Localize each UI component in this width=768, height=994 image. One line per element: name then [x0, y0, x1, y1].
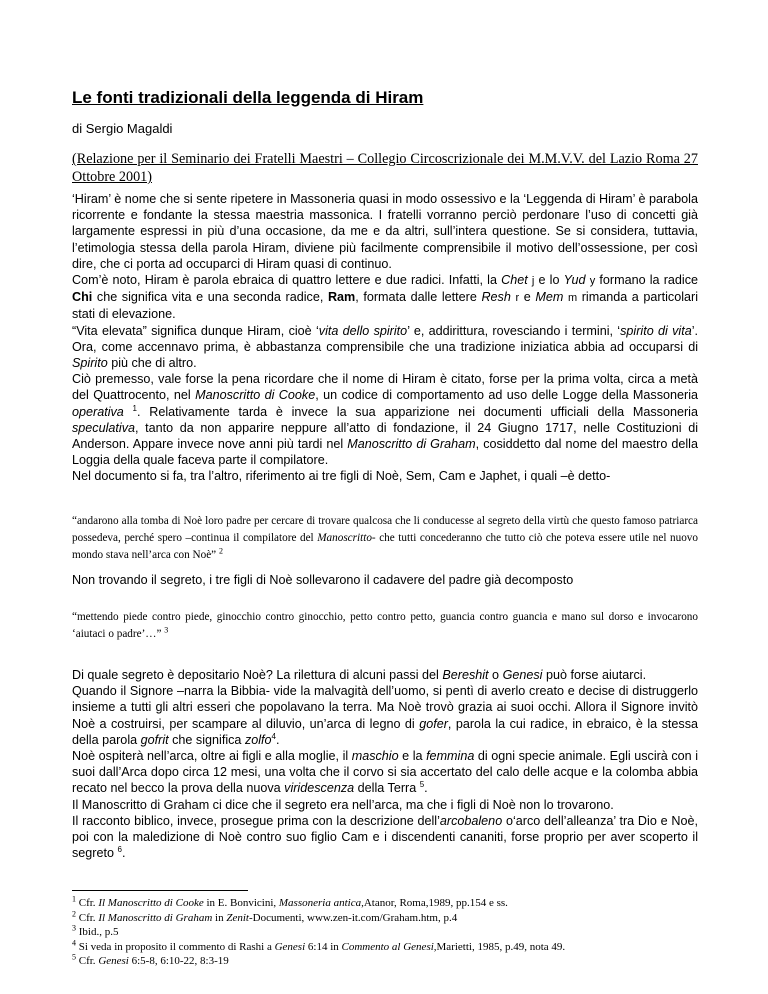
- paragraph-1: ‘Hiram’ è nome che si sente ripetere in Massoneria quasi in modo ossessivo e la ‘Leggenda di Hiram’ è parabola ricorrente e fondante la stessa maestria massonica. I fratelli vorranno perciò perdonare l’uso di concetti già largamente espressi in più d’una occasione, da me e da altri, sull’intera questione. Se si considera, tuttavia, l’etimologia stessa della parola Hiram, diviene più facilmente comprensibile il motivo dell’ossessione, per così dire, che ci porta ad occuparci di Hiram quasi di continuo.: [72, 192, 698, 271]
- footnote-ref-3[interactable]: 3: [164, 625, 169, 635]
- footnote-ref-2[interactable]: 2: [218, 546, 223, 556]
- block-quote-2: “mettendo piede contro piede, ginocchio contro ginocchio, petto contro petto, guancia contro guancia e mano sul dorso e invocarono ‘aiutaci o padre’…” $^3$: [72, 611, 698, 640]
- block-quote-1: “andarono alla tomba di Noè loro padre per cercare di trovare qualcosa che li conducesse al segreto della virtù che questo famoso patriarca possedeva, perché spero –continua il compilatore del Manoscritto- che tutti concederanno che tutto ciò che poteva essere utile nel nuovo mondo stava nell’arca con Noè” $^2$: [72, 515, 698, 561]
- paragraph-3: “Vita elevata” significa dunque Hiram, cioè ‘vita dello spirito’ e, addirittura, rovesciando i termini, ‘spirito di vita’. Ora, come accennavo prima, è abbastanza comprensibile che una tradizione iniziatica abbia ad occuparsi di Spirito più che di altro.: [72, 323, 698, 371]
- footnote-5: $^5$ Cfr. Genesi 6:5-8, 6:10-22, 8:3-19: [72, 952, 229, 967]
- paragraph-5: Nel documento si fa, tra l’altro, riferimento ai tre figli di Noè, Sem, Cam e Japhet, i quali –è detto-: [72, 469, 611, 484]
- root-chi: Chi: [72, 290, 93, 305]
- footnote-ref-4[interactable]: 4: [271, 731, 276, 741]
- paragraph-10: Il racconto biblico, invece, prosegue prima con la descrizione dell’arcobaleno o‘arco dell’alleanza’ tra Dio e Noè, poi con la maledizione di Noè contro suo figlio Cam e i discendenti cananiti, forse proprio per aver scoperto il segreto $^6$.: [72, 813, 698, 861]
- footnotes: [72, 896, 698, 969]
- author-line: di Sergio Magaldi: [72, 121, 173, 136]
- paragraph-mid: Non trovando il segreto, i tre figli di Noè sollevarono il cadavere del padre già decomposto: [72, 573, 574, 587]
- paragraph-2: Com’è noto, Hiram è parola ebraica di quattro lettere e due radici. Infatti, la Chet j e lo Yud y formano la radice Chi che significa vita e una seconda radice, Ram, formata dalle lettere Resh r e Mem m rimanda a particolari stati di elevazione.: [72, 273, 699, 322]
- paragraph-7: Quando il Signore –narra la Bibbia- vide la malvagità dell’uomo, si pentì di averlo creato e decise di distruggerlo insieme a tutti gli altri esseri che popolavano la terra. Ma Noè trovò grazia ai suoi occhi. Allora il Signore invitò Noè a costruirsi, per scampare al diluvio, un’arca di legno di gofer, parola la cui radice, in ebraico, è la stessa della parola gofrit che significa zolfo$^4$.: [72, 684, 698, 747]
- footnote-ref-5[interactable]: 5: [419, 780, 425, 790]
- paragraph-9: Il Manoscritto di Graham ci dice che il segreto era nell’arca, ma che i figli di Noè non lo trovarono.: [72, 797, 614, 812]
- paragraph-6: Di quale segreto è depositario Noè? La rilettura di alcuni passi del Bereshit o Genesi può forse aiutarci.: [72, 668, 647, 682]
- chet-letter: Chet: [501, 273, 528, 288]
- paragraph-4: Ciò premesso, vale forse la pena ricordare che il nome di Hiram è citato, forse per la prima volta, circa a metà del Quattrocento, nel Manoscritto di Cooke, un codice di comportamento ad uso delle Logge della Massoneria operativa $^1$. Relativamente tarda è invece la sua apparizione nei documenti ufficiali della Massoneria speculativa, tanto da non apparire neppure all’atto di fondazione, il 24 Giugno 1717, nelle Costituzioni di Anderson. Appare invece nove anni più tardi nel Manoscritto di Graham, cosiddetto dal nome del maestro della Loggia della quale faceva parte il compilatore.: [72, 372, 698, 468]
- body-section-1: [72, 191, 698, 485]
- footnote-2: $^2$ Cfr. Il Manoscritto di Graham in Zenit-Documenti, www.zen-it.com/Graham.htm, p.4: [72, 908, 458, 924]
- page-title: Le fonti tradizionali della leggenda di Hiram: [72, 88, 424, 107]
- resh-letter: Resh: [481, 290, 511, 305]
- footnote-ref-1[interactable]: 1: [132, 403, 137, 413]
- footnote-4: $^4$ Si veda in proposito il commento di Rashi a Genesi 6:14 in Commento al Genesi,Marietti, 1985, p.49, nota 49.: [72, 937, 566, 953]
- hebrew-mem: m: [567, 292, 578, 305]
- mem-letter: Mem: [535, 290, 564, 305]
- footnote-ref-6[interactable]: 6: [117, 845, 122, 855]
- hebrew-chet: j: [531, 275, 535, 288]
- hebrew-resh: r: [515, 292, 520, 305]
- seminar-note: (Relazione per il Seminario dei Fratelli Maestri – Collegio Circoscrizionale dei M.M.V.V. del Lazio Roma 27 Ottobre 2001): [72, 151, 698, 185]
- body-section-2: [72, 667, 698, 861]
- footnote-divider: [72, 890, 248, 891]
- root-ram: Ram: [327, 290, 356, 305]
- footnote-3: $^3$ Ibid., p.5: [72, 923, 119, 938]
- hebrew-yud: y: [589, 275, 596, 288]
- yud-letter: Yud: [563, 273, 586, 288]
- footnote-1: $^1$ Cfr. Il Manoscritto di Cooke in E. Bonvicini, Massoneria antica,Atanor, Roma,1989, pp.154 e ss.: [72, 894, 508, 909]
- paragraph-8: Noè ospiterà nell’arca, oltre ai figli e alla moglie, il maschio e la femmina di ogni specie animale. Egli uscirà con i suoi dall’Arca dopo circa 12 mesi, una volta che il corvo si sia accertato del calo delle acque e la colomba abbia recato nel becco la prova della nuova viridescenza della Terra $^5$.: [72, 749, 698, 796]
